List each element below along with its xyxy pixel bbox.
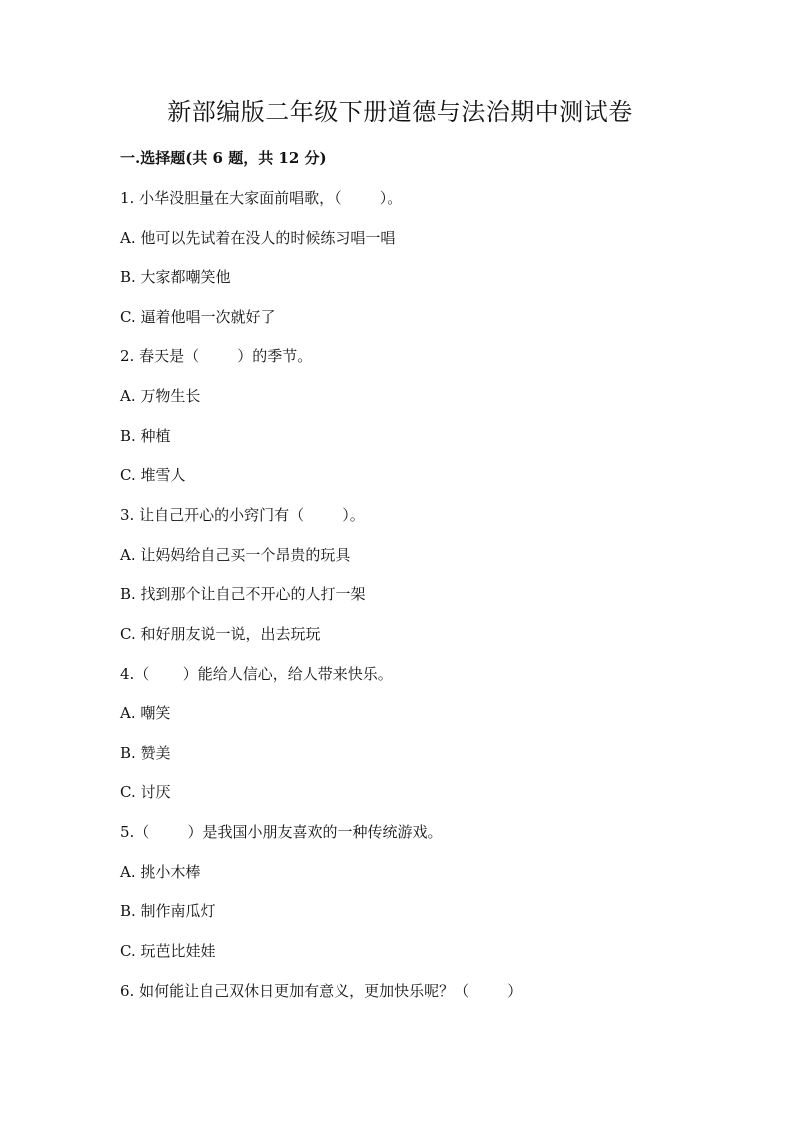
question-1-option-c: C. 逼着他唱一次就好了 [120, 308, 276, 326]
question-4-option-c: C. 讨厌 [120, 783, 171, 801]
question-5-stem: 5.（ ）是我国小朋友喜欢的一种传统游戏。 [120, 823, 443, 841]
question-2-option-c: C. 堆雪人 [120, 466, 186, 484]
question-1-option-b: B. 大家都嘲笑他 [120, 268, 231, 286]
question-3-option-b: B. 找到那个让自己不开心的人打一架 [120, 585, 366, 603]
question-6-stem: 6. 如何能让自己双休日更加有意义，更加快乐呢？（ ） [120, 982, 523, 1000]
page-title: 新部编版二年级下册道德与法治期中测试卷 [167, 98, 633, 126]
question-1-option-a: A. 他可以先试着在没人的时候练习唱一唱 [120, 229, 396, 247]
question-2-option-b: B. 种植 [120, 427, 171, 445]
question-3-option-c: C. 和好朋友说一说，出去玩玩 [120, 625, 321, 643]
question-5-option-a: A. 挑小木棒 [120, 863, 201, 881]
question-2-stem: 2. 春天是（ ）的季节。 [120, 347, 313, 365]
question-3-option-a: A. 让妈妈给自己买一个昂贵的玩具 [120, 546, 351, 564]
question-5-option-c: C. 玩芭比娃娃 [120, 942, 216, 960]
question-5-option-b: B. 制作南瓜灯 [120, 902, 216, 920]
section-heading: 一.选择题(共 6 题，共 12 分) [120, 149, 327, 167]
question-3-stem: 3. 让自己开心的小窍门有（ ）。 [120, 506, 365, 524]
question-4-stem: 4.（ ）能给人信心，给人带来快乐。 [120, 665, 393, 683]
question-4-option-a: A. 嘲笑 [120, 704, 171, 722]
question-2-option-a: A. 万物生长 [120, 387, 201, 405]
question-4-option-b: B. 赞美 [120, 744, 171, 762]
question-1-stem: 1. 小华没胆量在大家面前唱歌，（ ）。 [120, 189, 403, 207]
